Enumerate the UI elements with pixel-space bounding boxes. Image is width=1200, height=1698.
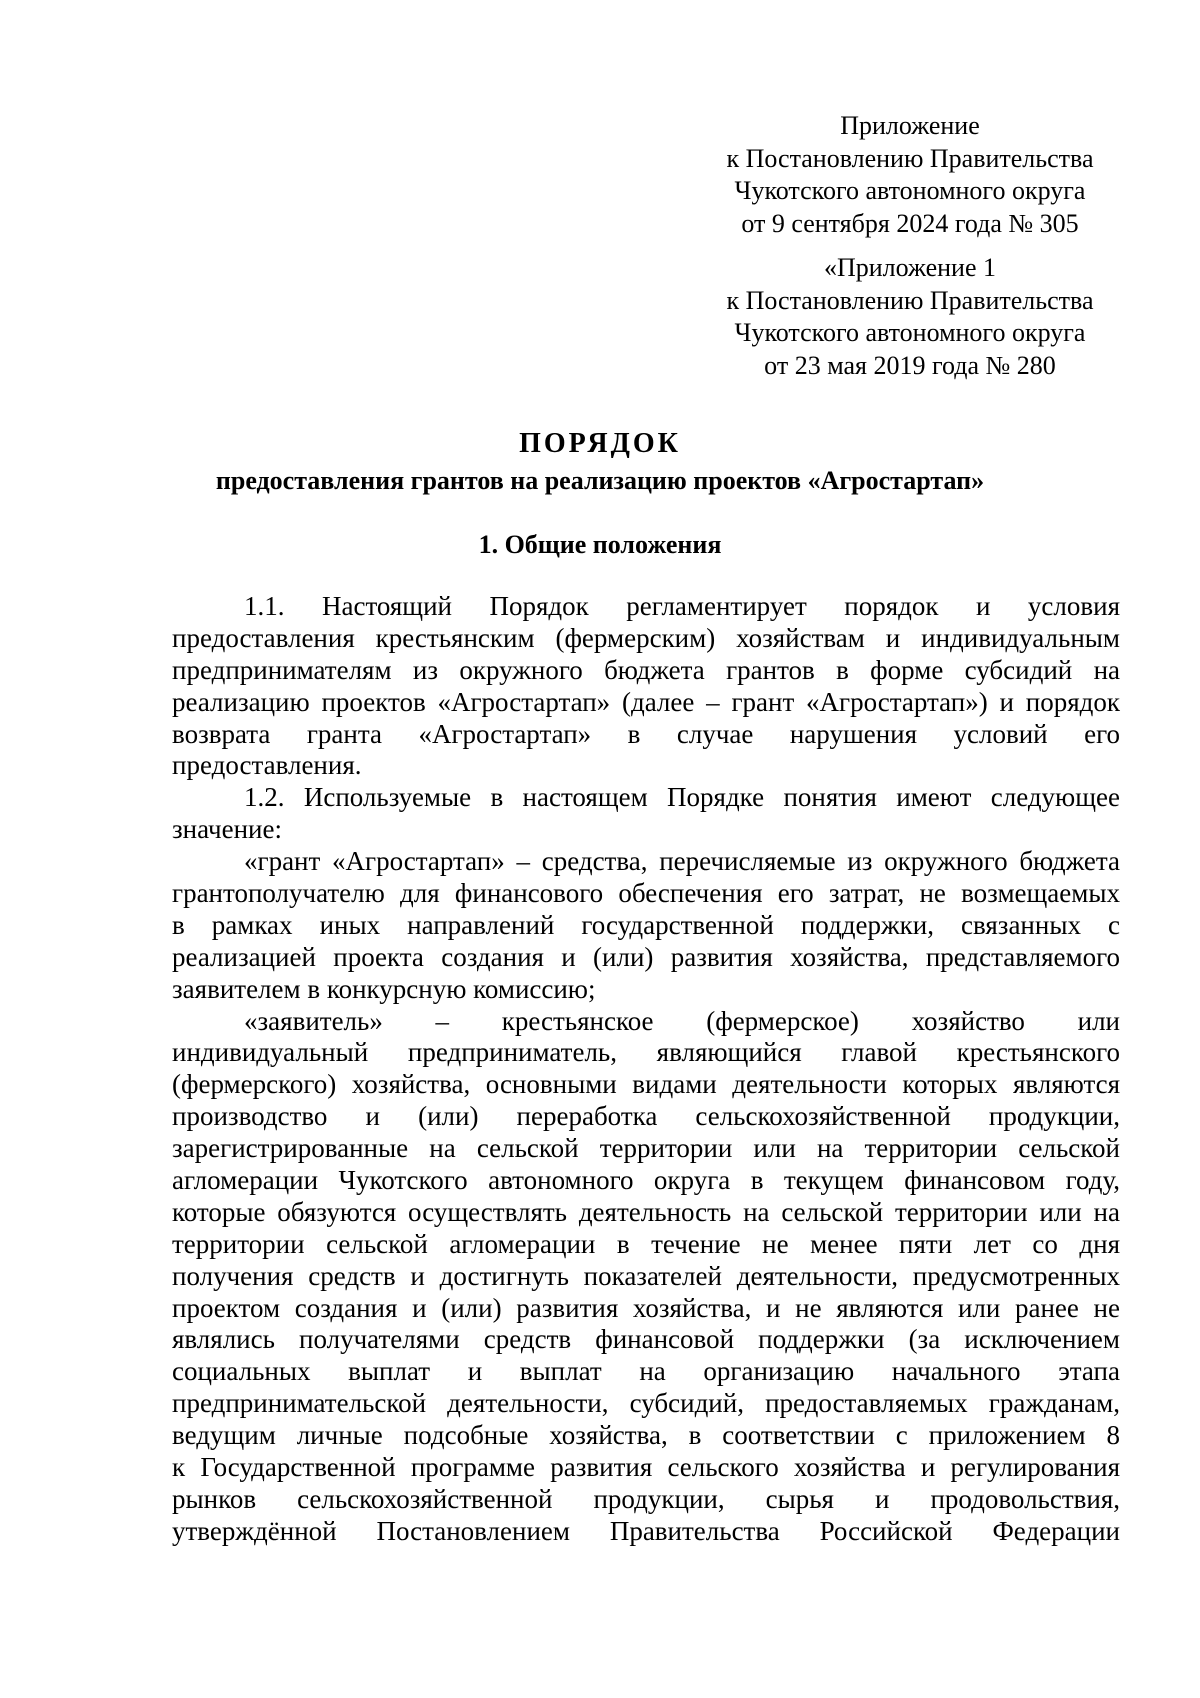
body-line: предоставления крестьянским (фермерским) хозяйствам и индивидуальным xyxy=(172,622,1120,653)
annex-line: от 23 мая 2019 года № 280 xyxy=(764,350,1056,380)
annex-line: «Приложение 1 xyxy=(823,253,997,282)
body-line: являлись получателями средств финансовой поддержки (за исключением xyxy=(172,1324,1120,1355)
body-line: значение: xyxy=(172,814,282,845)
body-line: утверждённой Постановлением Правительства Российской Федерации xyxy=(172,1515,1120,1546)
body-line: ведущим личные подсобные хозяйства, в соответствии с приложением 8 xyxy=(172,1420,1120,1451)
document-title: ПОРЯДОК xyxy=(519,428,681,459)
body-line: предпринимательской деятельности, субсидий, предоставляемых гражданам, xyxy=(172,1388,1120,1419)
body-line: «грант «Агростартап» – средства, перечисляемые из окружного бюджета xyxy=(244,846,1120,877)
section-heading: 1. Общие положения xyxy=(478,530,722,559)
body-line: проектом создания и (или) развития хозяйства, и не являются или ранее не xyxy=(172,1292,1120,1323)
body-line: получения средств и достигнуть показателей деятельности, предусмотренных xyxy=(172,1260,1120,1291)
body-line: возврата гранта «Агростартап» в случае нарушения условий его xyxy=(172,718,1120,749)
body-line: 1.1. Настоящий Порядок регламентирует порядок и условия xyxy=(244,591,1120,621)
body-line: (фермерского) хозяйства, основными видами деятельности которых являются xyxy=(172,1069,1120,1100)
body-line: заявителем в конкурсную комиссию; xyxy=(172,973,596,1004)
annex-line: Чукотского автономного округа xyxy=(734,318,1086,347)
body-line: зарегистрированные на сельской территории или на территории сельской xyxy=(172,1133,1120,1164)
annex-header-original xyxy=(700,252,1120,382)
body-line: реализацию проектов «Агростартап» (далее – грант «Агростартап») и порядок xyxy=(172,686,1120,717)
document-body xyxy=(172,591,1120,1548)
annex-header-current xyxy=(700,110,1120,240)
annex-line: к Постановлению Правительства xyxy=(726,143,1094,173)
body-line: производство и (или) переработка сельскохозяйственной продукции, xyxy=(172,1101,1120,1132)
annex-line: Приложение xyxy=(840,111,980,140)
body-line: предпринимателям из окружного бюджета грантов в форме субсидий на xyxy=(172,654,1120,685)
body-line: индивидуальный предприниматель, являющийся главой крестьянского xyxy=(172,1037,1120,1068)
document-subtitle: предоставления грантов на реализацию проектов «Агростартап» xyxy=(215,466,985,495)
annex-line: Чукотского автономного округа xyxy=(734,176,1086,205)
body-line: грантополучателю для финансового обеспечения его затрат, не возмещаемых xyxy=(172,878,1120,909)
annex-line: к Постановлению Правительства xyxy=(726,285,1094,315)
body-line: социальных выплат и выплат на организацию начального этапа xyxy=(172,1356,1120,1387)
body-line: которые обязуются осуществлять деятельность на сельской территории или на xyxy=(172,1196,1120,1227)
body-line: предоставления. xyxy=(172,750,362,781)
body-line: 1.2. Используемые в настоящем Порядке понятия имеют следующее xyxy=(244,782,1120,813)
body-line: рынков сельскохозяйственной продукции, сырья и продовольствия, xyxy=(172,1483,1120,1514)
body-line: к Государственной программе развития сельского хозяйства и регулирования xyxy=(172,1452,1120,1483)
body-line: территории сельской агломерации в течение не менее пяти лет со дня xyxy=(172,1228,1120,1259)
body-line: в рамках иных направлений государственной поддержки, связанных с xyxy=(172,909,1120,940)
annex-line: от 9 сентября 2024 года № 305 xyxy=(741,208,1079,238)
body-line: реализацией проекта создания и (или) развития хозяйства, представляемого xyxy=(172,941,1120,972)
body-line: агломерации Чукотского автономного округа в текущем финансовом году, xyxy=(172,1165,1120,1196)
body-line: «заявитель» – крестьянское (фермерское) хозяйство или xyxy=(244,1005,1120,1036)
